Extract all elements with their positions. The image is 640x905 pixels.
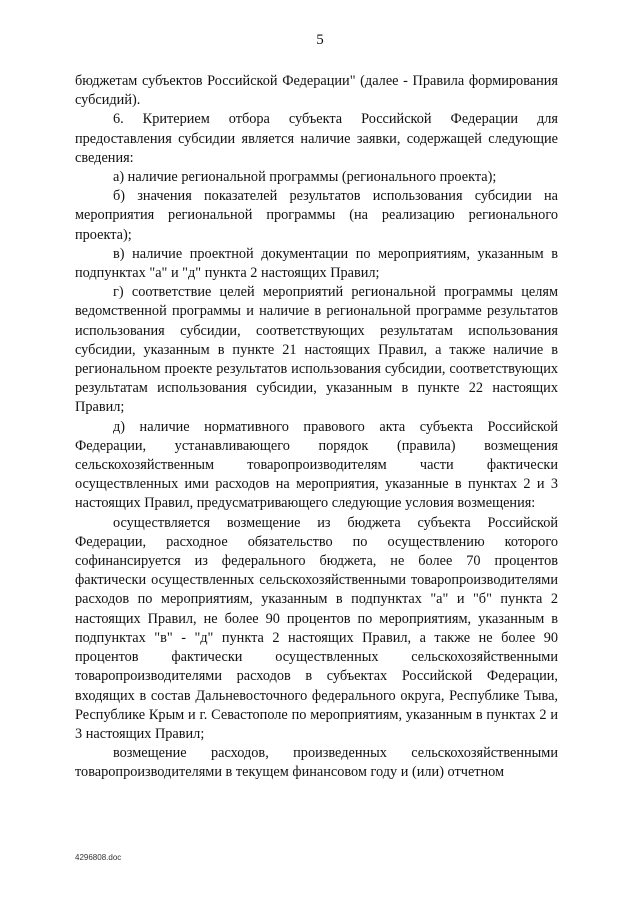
document-file-code: 4296808.doc: [75, 853, 122, 862]
paragraph: г) соответствие целей мероприятий региональной программы целям ведомственной программы и наличие в региональной программе результатов использования субсидии, соответствующих результатам использования субсидии, указанным в пункте 21 настоящих Правил, а также наличие в региональном проекте результатов использования субсидии, соответствующих результатам использования субсидии, указанным в пункте 22 настоящих Правил;: [75, 284, 558, 416]
page-number: 5: [316, 32, 324, 48]
paragraph: возмещение расходов, произведенных сельскохозяйственными товаропроизводителями в текущем финансовом году и (или) отчетном: [75, 745, 558, 781]
paragraph: а) наличие региональной программы (регионального проекта);: [113, 169, 497, 186]
paragraph: б) значения показателей результатов использования субсидии на мероприятия региональной программы (на реализацию регионального проекта);: [75, 188, 558, 243]
paragraph: 6. Критерием отбора субъекта Российской Федерации для предоставления субсидии является наличие заявки, содержащей следующие сведения:: [75, 111, 558, 166]
paragraph: осуществляется возмещение из бюджета субъекта Российской Федерации, расходное обязательство по осуществлению которого софинансируется из федерального бюджета, не более 70 процентов фактически осуществленных сельскохозяйственными товаропроизводителями расходов по мероприятиям, указанным в подпунктах "а" и "б" пункта 2 настоящих Правил, не более 90 процентов по мероприятиям, указанным в подпунктах "в" - "д" пункта 2 настоящих Правил, а также не более 90 процентов фактически осуществленных сельскохозяйственными товаропроизводителями расходов в субъектах Российской Федерации, входящих в состав Дальневосточного федерального округа, Республике Тыва, Республике Крым и г. Севастополе по мероприятиям, указанным в пунктах 2 и 3 настоящих Правил;: [75, 514, 558, 742]
paragraph: в) наличие проектной документации по мероприятиям, указанным в подпунктах "а" и "д" пункта 2 настоящих Правил;: [75, 245, 558, 282]
paragraph: д) наличие нормативного правового акта субъекта Российской Федерации, устанавливающего порядок (правила) возмещения сельскохозяйственным товаропроизводителям части фактически осуществленных ими расходов на мероприятия, указанные в пунктах 2 и 3 настоящих Правил, предусматривающего следующие условия возмещения:: [75, 418, 558, 512]
paragraph: бюджетам субъектов Российской Федерации" (далее - Правила формирования субсидий).: [75, 73, 558, 109]
document-body: [75, 72, 558, 783]
